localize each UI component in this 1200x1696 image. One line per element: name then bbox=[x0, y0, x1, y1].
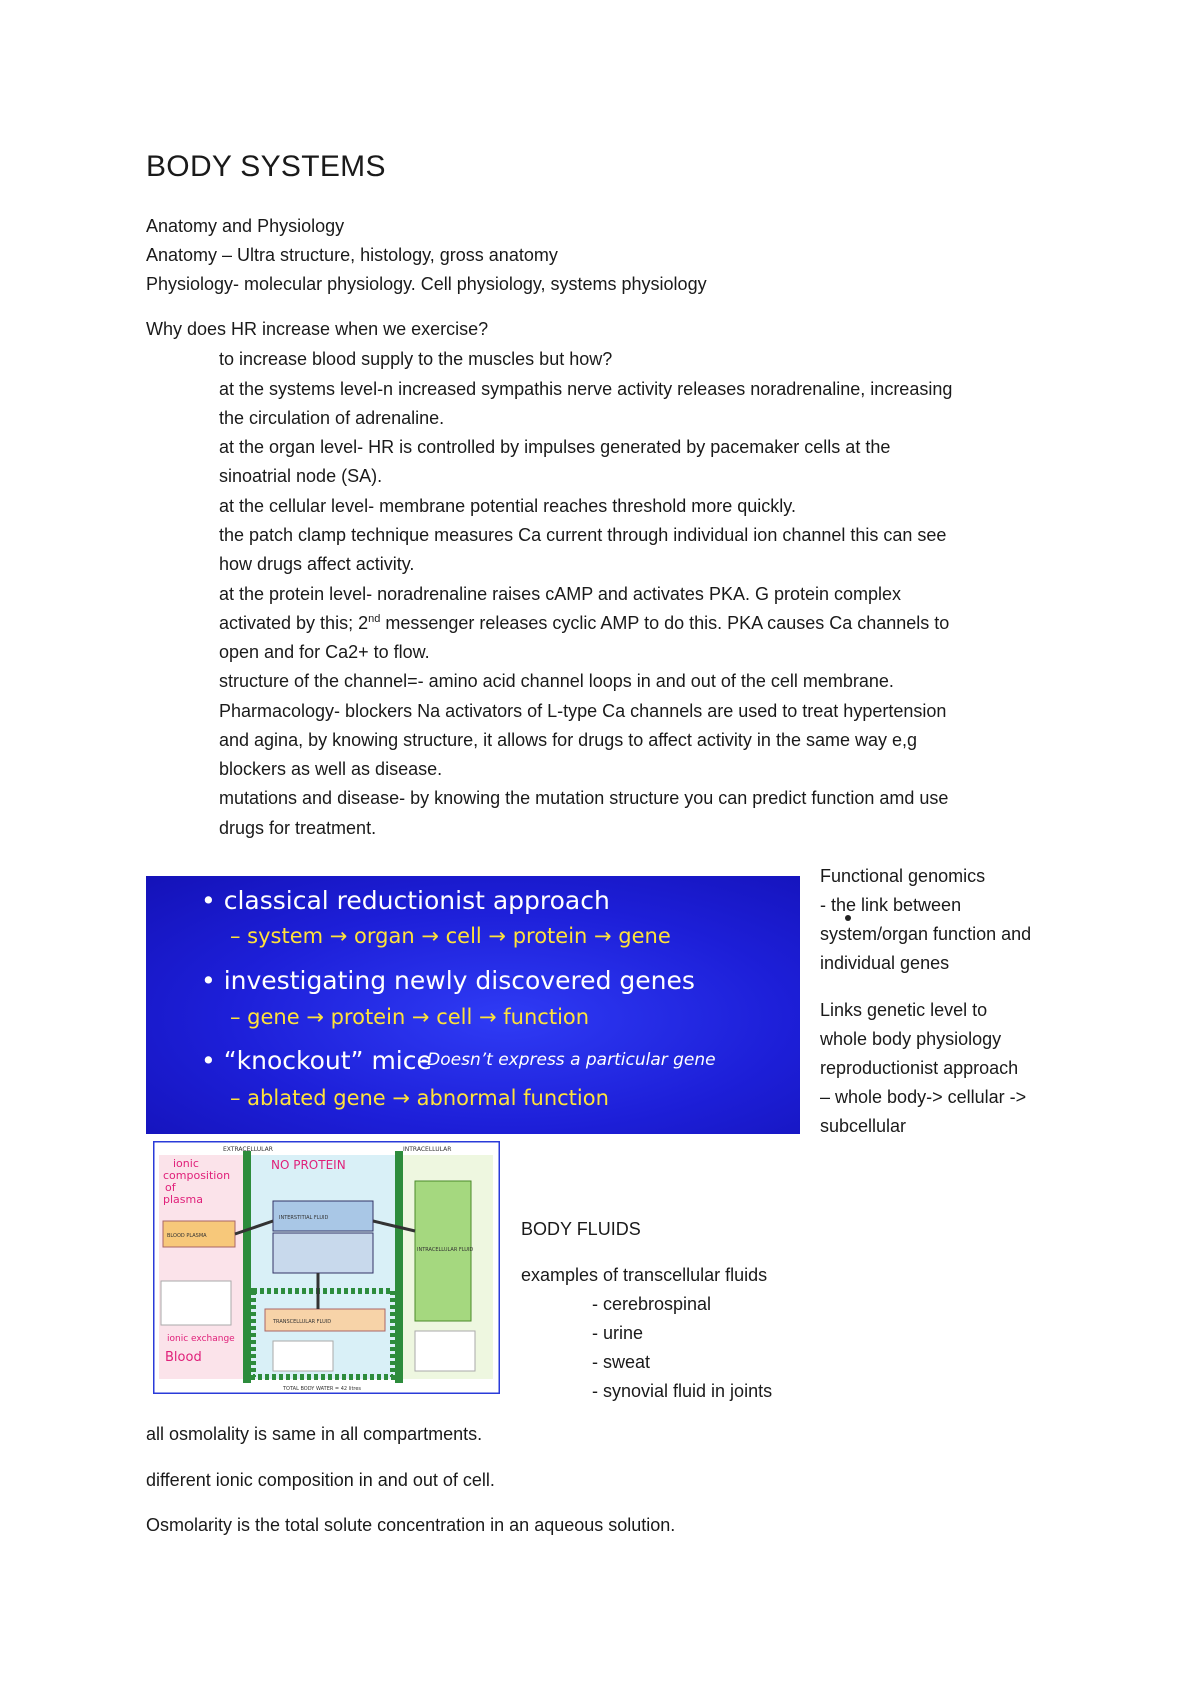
handwritten-note: plasma bbox=[163, 1193, 203, 1206]
body-fluids-title: BODY FLUIDS bbox=[521, 1219, 641, 1239]
text-run: activated by this; 2 bbox=[219, 613, 369, 633]
superscript: nd bbox=[368, 613, 381, 625]
closing-line: all osmolality is same in all compartments. bbox=[146, 1424, 483, 1444]
answer-line: mutations and disease- by knowing the mutation structure you can predict function amd use bbox=[219, 788, 949, 808]
slide-text: “knockout” mice bbox=[223, 1046, 432, 1075]
note-line: Functional genomics bbox=[820, 866, 986, 886]
answer-line: the circulation of adrenaline. bbox=[219, 408, 445, 428]
note-line: whole body physiology bbox=[820, 1029, 1002, 1049]
cell-membrane bbox=[395, 1151, 403, 1383]
answer-line: to increase blood supply to the muscles but how? bbox=[219, 349, 613, 369]
fluid-list-item: - synovial fluid in joints bbox=[592, 1381, 773, 1401]
question: Why does HR increase when we exercise? bbox=[146, 319, 489, 339]
answer-line: at the organ level- HR is controlled by impulses generated by pacemaker cells at the bbox=[219, 437, 891, 457]
fluid-list-item: - sweat bbox=[592, 1352, 651, 1372]
slide-sub-3: – ablated gene → abnormal function bbox=[230, 1086, 609, 1110]
handwritten-note: of bbox=[165, 1181, 176, 1194]
functional-genomics-note bbox=[820, 862, 1031, 978]
fluid-list-item: - cerebrospinal bbox=[592, 1294, 712, 1314]
answer-line: structure of the channel=- amino acid channel loops in and out of the cell membrane. bbox=[219, 671, 894, 691]
answer-line: at the systems level-n increased sympathis nerve activity releases noradrenaline, increasing bbox=[219, 379, 953, 399]
bullet-glyph: • bbox=[201, 886, 216, 915]
diagram-label: INTRACELLULAR FLUID bbox=[417, 1247, 474, 1253]
answer-line: Pharmacology- blockers Na activators of L-type Ca channels are used to treat hypertension bbox=[219, 701, 947, 721]
fluid-list-item: - urine bbox=[592, 1323, 644, 1343]
answer-line: the patch clamp technique measures Ca current through individual ion channel this can see bbox=[219, 525, 947, 545]
note-line: reproductionist approach bbox=[820, 1058, 1019, 1078]
slide-bullet-2 bbox=[201, 966, 695, 995]
intro-line: Anatomy and Physiology bbox=[146, 216, 345, 236]
note-line: – whole body-> cellular -> bbox=[820, 1087, 1027, 1107]
diagram-label: BLOOD PLASMA bbox=[167, 1233, 207, 1239]
body-fluids-intro: examples of transcellular fluids bbox=[521, 1265, 768, 1285]
diagram-label: INTERSTITIAL FLUID bbox=[279, 1215, 329, 1221]
note-line: subcellular bbox=[820, 1116, 907, 1136]
bullet-glyph: • bbox=[201, 966, 216, 995]
links-note bbox=[820, 996, 1026, 1141]
answer-line-2nd bbox=[219, 612, 949, 634]
slide-bullet-1 bbox=[201, 886, 610, 915]
diagram-label: TRANSCELLULAR FLUID bbox=[273, 1319, 332, 1325]
diagram-label: EXTRACELLULAR bbox=[223, 1146, 273, 1153]
answer-line: sinoatrial node (SA). bbox=[219, 466, 383, 486]
intro-line: Anatomy – Ultra structure, histology, gross anatomy bbox=[146, 245, 558, 265]
intro-line: Physiology- molecular physiology. Cell physiology, systems physiology bbox=[146, 274, 707, 294]
slide-text: investigating newly discovered genes bbox=[223, 966, 695, 995]
body-fluids-diagram bbox=[153, 1141, 500, 1394]
answer-line: and agina, by knowing structure, it allows for drugs to affect activity in the same way e,g bbox=[219, 730, 918, 750]
connective-box bbox=[273, 1233, 373, 1273]
slide-bullet-3 bbox=[201, 1046, 432, 1075]
ion-table bbox=[161, 1281, 231, 1325]
slide-sub-2: – gene → protein → cell → function bbox=[230, 1005, 590, 1029]
capillary-wall bbox=[243, 1151, 251, 1383]
text-run: messenger releases cyclic AMP to do this. PKA causes Ca channels to bbox=[380, 613, 950, 633]
note-line: individual genes bbox=[820, 953, 950, 973]
answer-line: how drugs affect activity. bbox=[219, 554, 415, 574]
slide-annotation: -Doesn’t express a particular gene bbox=[421, 1050, 716, 1070]
answer-line: blockers as well as disease. bbox=[219, 759, 443, 779]
answer-line: at the cellular level- membrane potential reaches threshold more quickly. bbox=[219, 496, 796, 516]
handwritten-note: NO PROTEIN bbox=[271, 1158, 346, 1172]
diagram-label: INTRACELLULAR bbox=[403, 1146, 452, 1153]
handwritten-note: Blood bbox=[165, 1350, 202, 1365]
answer-line: drugs for treatment. bbox=[219, 818, 377, 838]
handwritten-note: composition bbox=[163, 1169, 231, 1182]
note-line: - the link between bbox=[820, 895, 962, 915]
slide-text: classical reductionist approach bbox=[223, 886, 610, 915]
answer-line: at the protein level- noradrenaline raises cAMP and activates PKA. G protein complex bbox=[219, 584, 902, 604]
diagram-label: TOTAL BODY WATER = 42 litres bbox=[283, 1386, 362, 1392]
ion-table bbox=[415, 1331, 475, 1371]
ion-table bbox=[273, 1341, 333, 1371]
handwritten-note: ionic exchange bbox=[167, 1334, 235, 1344]
note-line: system/organ function and bbox=[820, 924, 1032, 944]
closing-line: different ionic composition in and out of cell. bbox=[146, 1470, 495, 1490]
closing-line: Osmolarity is the total solute concentration in an aqueous solution. bbox=[146, 1515, 676, 1535]
answer-line: open and for Ca2+ to flow. bbox=[219, 642, 430, 662]
bullet-dot bbox=[845, 915, 851, 921]
note-line: Links genetic level to bbox=[820, 1000, 988, 1020]
page-title: BODY SYSTEMS bbox=[146, 150, 386, 183]
bullet-glyph: • bbox=[201, 1046, 216, 1075]
slide-sub-1: – system → organ → cell → protein → gene bbox=[230, 924, 671, 948]
handwritten-note: ionic bbox=[173, 1157, 199, 1170]
reductionist-slide-image bbox=[146, 876, 800, 1134]
